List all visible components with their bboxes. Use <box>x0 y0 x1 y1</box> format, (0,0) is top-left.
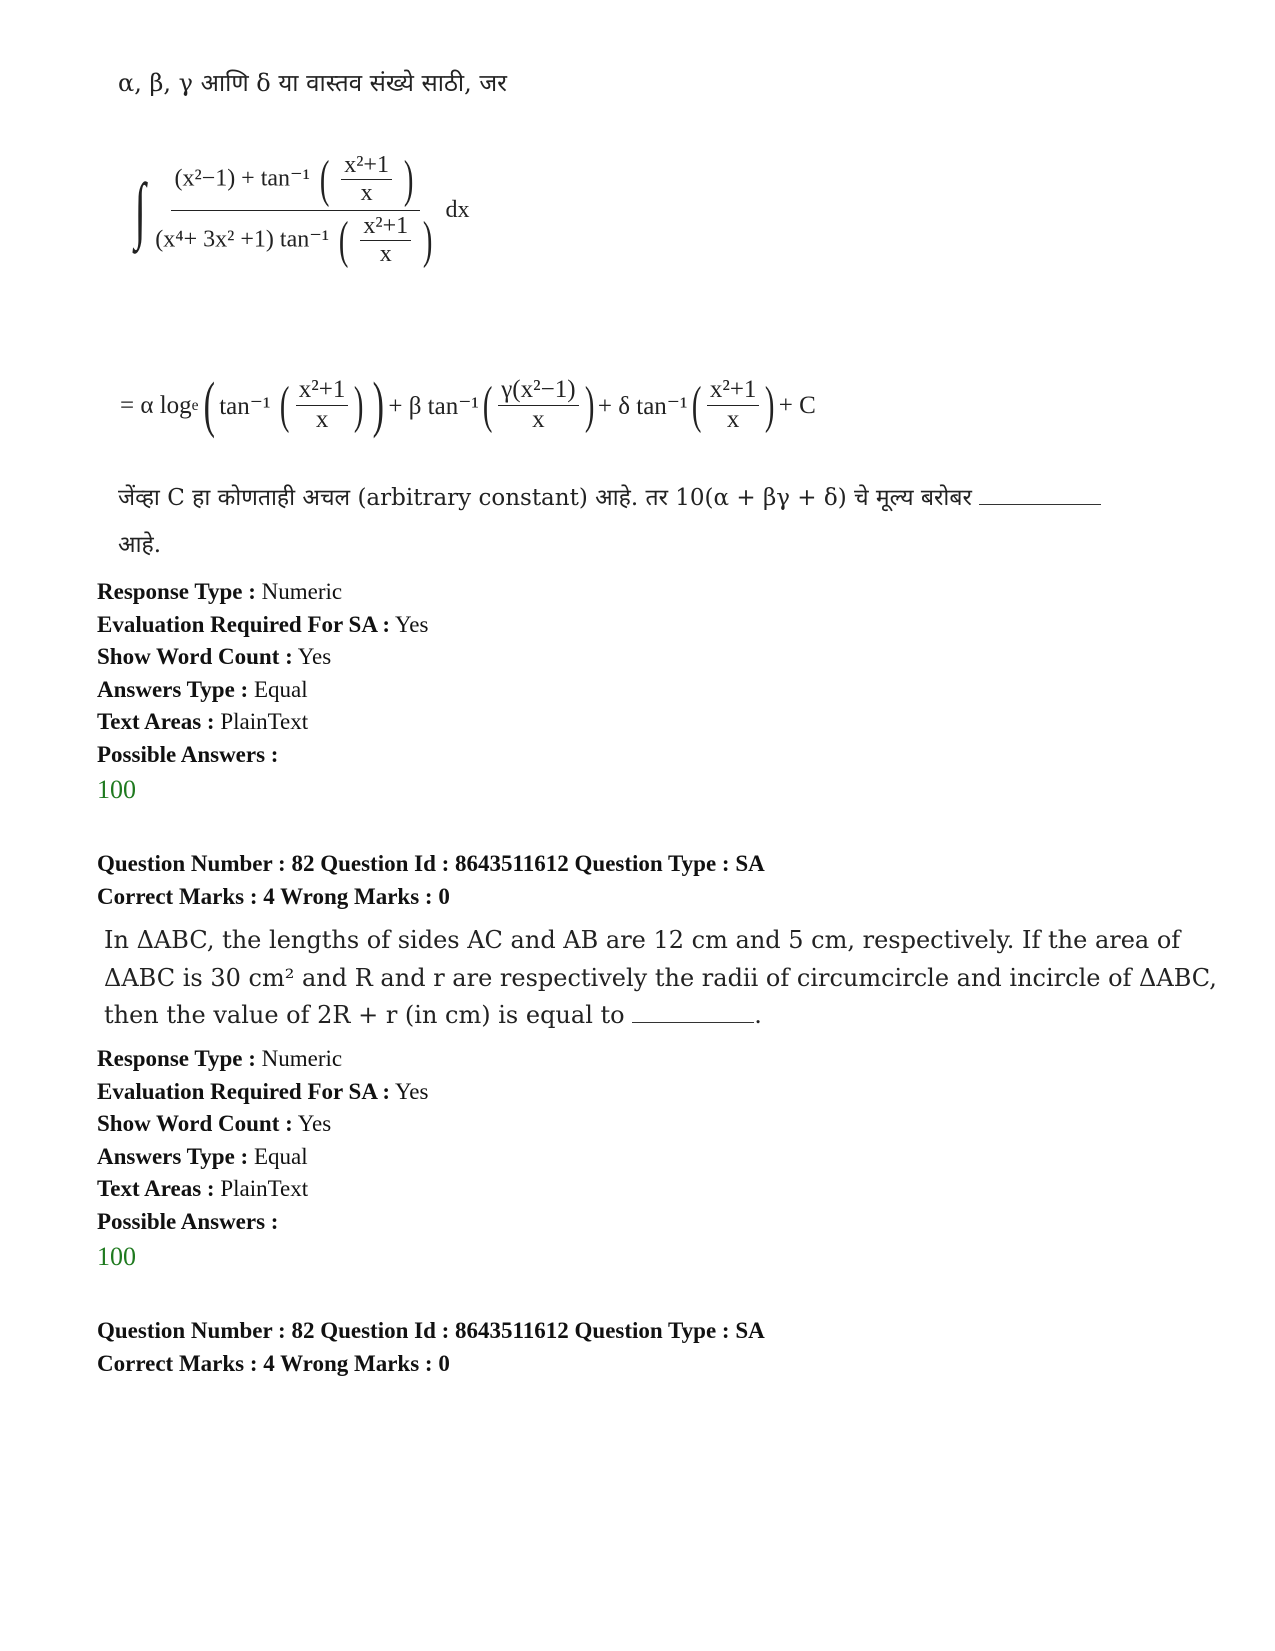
question-tail-line2: आहे. <box>118 532 162 558</box>
dx-label: dx <box>445 196 470 223</box>
meta-evaluation-required: Evaluation Required For SA : Yes <box>97 611 429 637</box>
q82-question-text: In ΔABC, the lengths of sides AC and AB are 12 cm and 5 cm, respectively. If the area of ΔABC is 30 cm² and R and r are respectively the radii of circumcircle and incircle of ΔABC, then the value of 2R + r (in cm) is equal to . <box>104 926 1217 1029</box>
question-header: Question Number : 82 Question Id : 8643511612 Question Type : SA <box>97 1318 765 1343</box>
meta-answers-type: Answers Type : Equal <box>97 676 308 702</box>
possible-answer-value: 100 <box>97 1241 136 1271</box>
meta-possible-answers: Possible Answers : <box>97 741 279 767</box>
meta-evaluation-required: Evaluation Required For SA : Yes <box>97 1078 429 1104</box>
question-header: Question Number : 82 Question Id : 8643511612 Question Type : SA <box>97 851 765 876</box>
meta-answers-type: Answers Type : Equal <box>97 1143 308 1169</box>
meta-show-word-count: Show Word Count : Yes <box>97 644 332 670</box>
q82-meta <box>97 1043 428 1273</box>
meta-text-areas: Text Areas : PlainText <box>97 709 309 735</box>
integral-sign: ∫ <box>134 169 146 252</box>
q83-header <box>97 1315 765 1380</box>
integral-denominator: (x⁴+ 3x² +1) tan⁻¹ ( $\frac{\text{x²+1}}{x}$ ) <box>155 211 433 269</box>
meta-show-word-count: Show Word Count : Yes <box>97 1111 332 1137</box>
integral-expression <box>130 150 469 271</box>
question-intro: α, β, γ आणि δ या वास्तव संख्ये साठी, जर <box>118 69 507 97</box>
meta-text-areas: Text Areas : PlainText <box>97 1176 309 1202</box>
answer-blank <box>632 1008 754 1023</box>
marks-header: Correct Marks : 4 Wrong Marks : 0 <box>97 883 450 909</box>
marks-header: Correct Marks : 4 Wrong Marks : 0 <box>97 1350 450 1376</box>
integral-numerator: (x²−1) + tan⁻¹ ( $\frac{\text{x²+1}}{x}$ ) <box>171 150 420 211</box>
meta-response-type: Response Type : Numeric <box>97 579 343 604</box>
meta-response-type: Response Type : Numeric <box>97 1046 343 1071</box>
q81-meta <box>97 576 428 806</box>
possible-answer-value: 100 <box>97 774 136 804</box>
meta-possible-answers: Possible Answers : <box>97 1208 279 1234</box>
result-expression: = α log e ( tan⁻¹ ( $\frac{\text{x²+1}}{x}$ ) ) + β tan⁻¹ ( $\frac{\text{γ(x²−1)}}{x}$ ) + δ tan⁻¹ ( $\frac{\text{x²+1}}{x}$ ) + C <box>120 371 816 439</box>
question-tail-line1: जेंव्हा C हा कोणताही अचल (arbitrary constant) आहे. तर 10(α + βγ + δ) चे मूल्य बरोबर <box>118 480 1101 512</box>
integral-fraction <box>152 150 439 271</box>
q82-header <box>97 848 765 913</box>
answer-blank <box>979 490 1101 505</box>
